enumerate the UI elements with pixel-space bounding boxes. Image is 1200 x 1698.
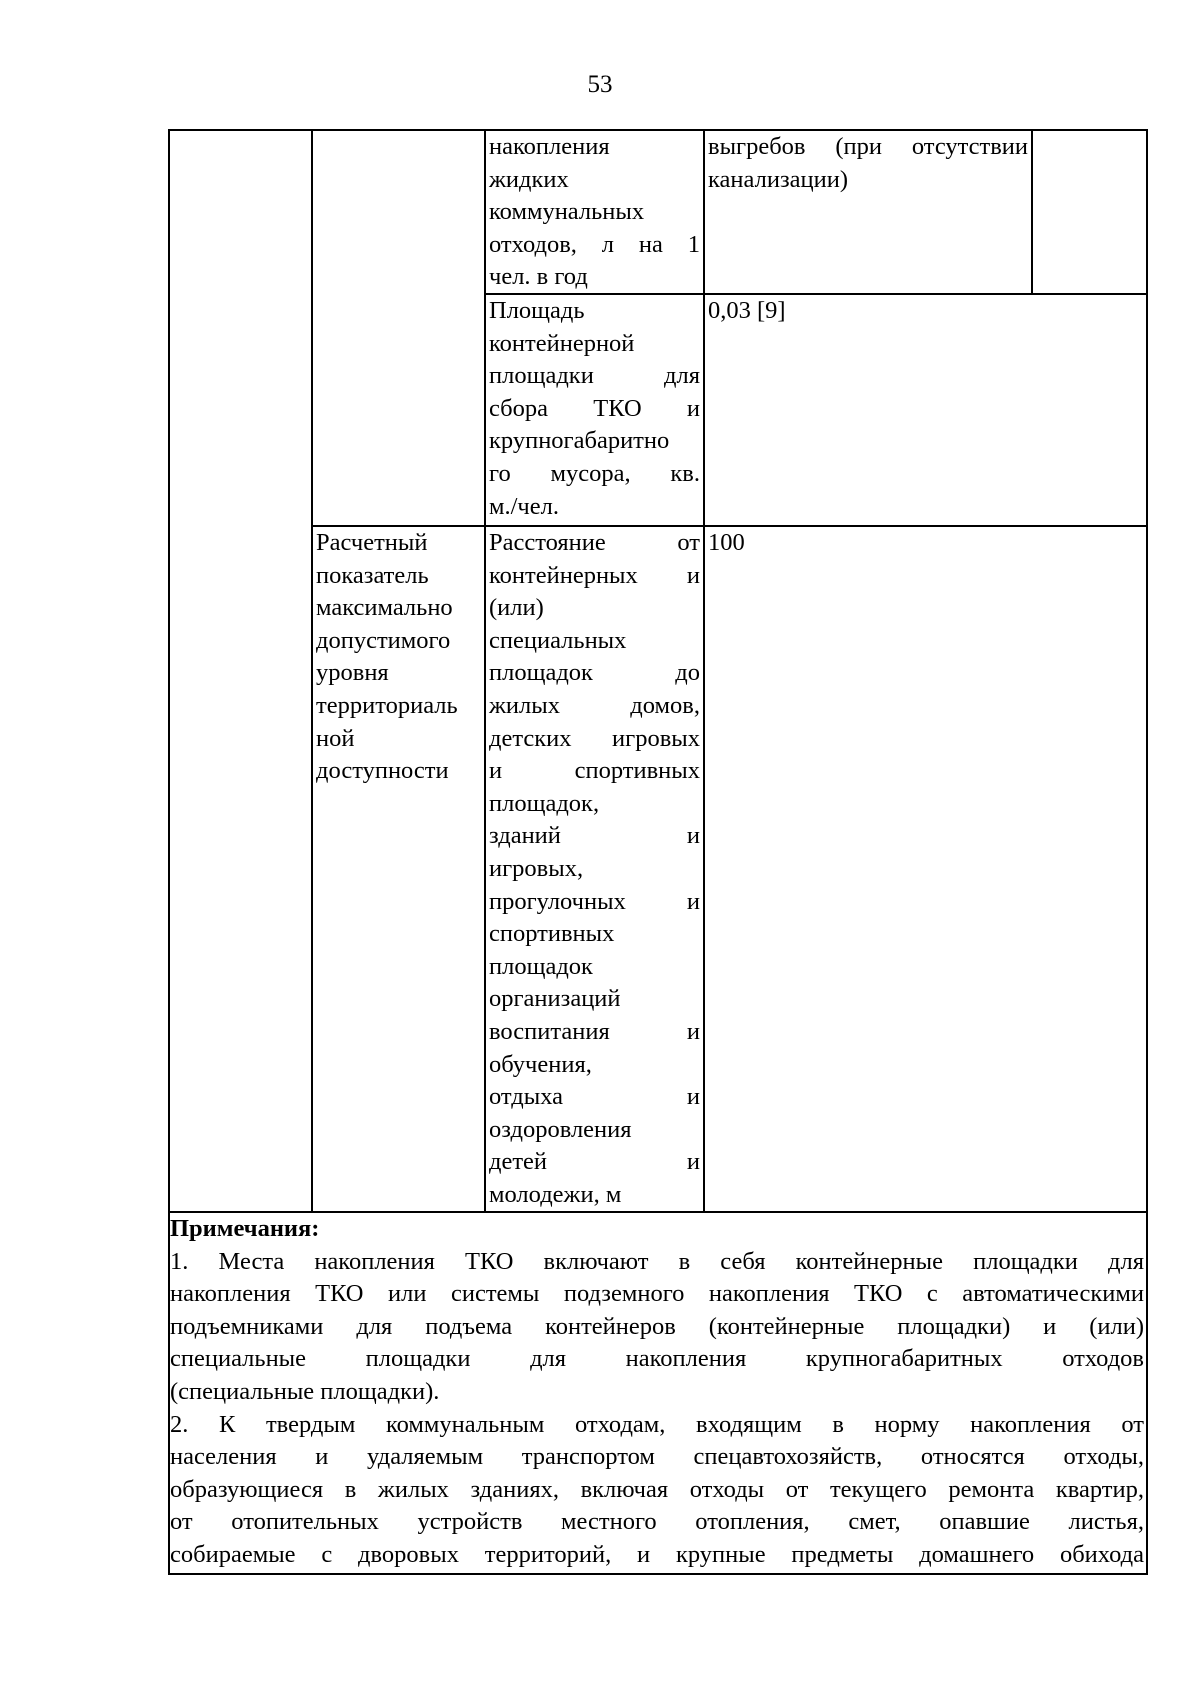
text-line: жилых домов, [489,691,700,719]
row2-indicator-cell [486,295,703,523]
text-line: го мусора, кв. [489,459,700,487]
note-line: 1. Места накопления ТКО включают в себя контейнерные площадки для [170,1247,1144,1275]
text-line: уровня [316,659,389,687]
text-line: специальных [489,626,627,654]
table-border-bottom [168,1573,1148,1575]
text-line: воспитания и [489,1017,700,1045]
notes-title: Примечания: [170,1215,320,1242]
text-line: канализации) [708,165,848,193]
row1-value-cell [705,131,1031,196]
text-line: оздоровления [489,1115,632,1143]
text-line: Расчетный [316,529,428,556]
text-line: крупногабаритно [489,427,670,455]
text-line: 100 [708,529,745,556]
text-line: площадок до [489,659,700,687]
table-border-right [1146,129,1148,1575]
note-line: населения и удаляемым транспортом спецавтохозяйств, относятся отходы, [170,1443,1144,1471]
text-line: игровых, [489,854,584,882]
text-line: 0,03 [9] [708,297,786,324]
text-line: детских игровых [489,724,700,752]
text-line: Расстояние от [489,529,700,556]
text-line: зданий и [489,822,700,850]
text-line: отдыха и [489,1083,700,1111]
text-line: максимально [316,594,453,622]
note-line: собираемые с дворовых территорий, и крупные предметы домашнего обихода [170,1540,1144,1568]
text-line: детей и [489,1148,700,1176]
text-line: контейнерных и [489,561,700,589]
note-line: (специальные площадки). [170,1377,440,1405]
text-line: контейнерной [489,329,635,357]
text-line: коммунальных [489,198,645,226]
text-line: накопления [489,133,610,160]
col5-left-border [1031,129,1033,295]
row3-value-cell [705,527,1146,560]
row1-indicator-cell [486,131,703,294]
text-line: доступности [316,757,449,785]
text-line: площадки для [489,362,700,390]
text-line: чел. в год [489,263,588,291]
col4-left-border [703,129,705,1213]
text-line: и спортивных [489,757,700,785]
note-line: образующиеся в жилых зданиях, включая отходы от текущего ремонта квартир, [170,1475,1144,1503]
text-line: показатель [316,561,429,589]
text-line: допустимого [316,626,451,654]
text-line: отходов, л на 1 [489,230,700,258]
note-line: подъемниками для подъема контейнеров (контейнерные площадки) и (или) [170,1312,1144,1340]
text-line: Площадь [489,297,585,324]
text-line: организаций [489,985,621,1013]
row2-value-cell [705,295,1146,328]
text-line: молодежи, м [489,1180,622,1208]
text-line: ной [316,724,355,752]
text-line: сбора ТКО и [489,394,700,422]
text-line: территориаль [316,691,458,719]
text-line: м./чел. [489,492,559,520]
row3-indicator-cell [486,527,703,1211]
text-line: площадок [489,952,593,980]
note-line: 2. К твердым коммунальным отходам, входящим в норму накопления от [170,1410,1144,1438]
text-line: прогулочных и [489,887,700,915]
text-line: жидких [489,165,569,193]
page-number: 53 [587,71,613,98]
text-line: площадок, [489,789,600,817]
text-line: обучения, [489,1050,592,1078]
note-line: накопления ТКО или системы подземного накопления ТКО с автоматическими [170,1280,1144,1308]
notes-section [170,1213,1144,1572]
text-line: выгребов (при отсутствии [708,133,1028,160]
note-line: специальные площадки для накопления крупногабаритных отходов [170,1345,1144,1373]
note-line: от отопительных устройств местного отопления, смет, опавшие листья, [170,1508,1144,1536]
row3-category-cell [313,527,484,788]
text-line: (или) [489,594,544,622]
text-line: спортивных [489,920,615,948]
